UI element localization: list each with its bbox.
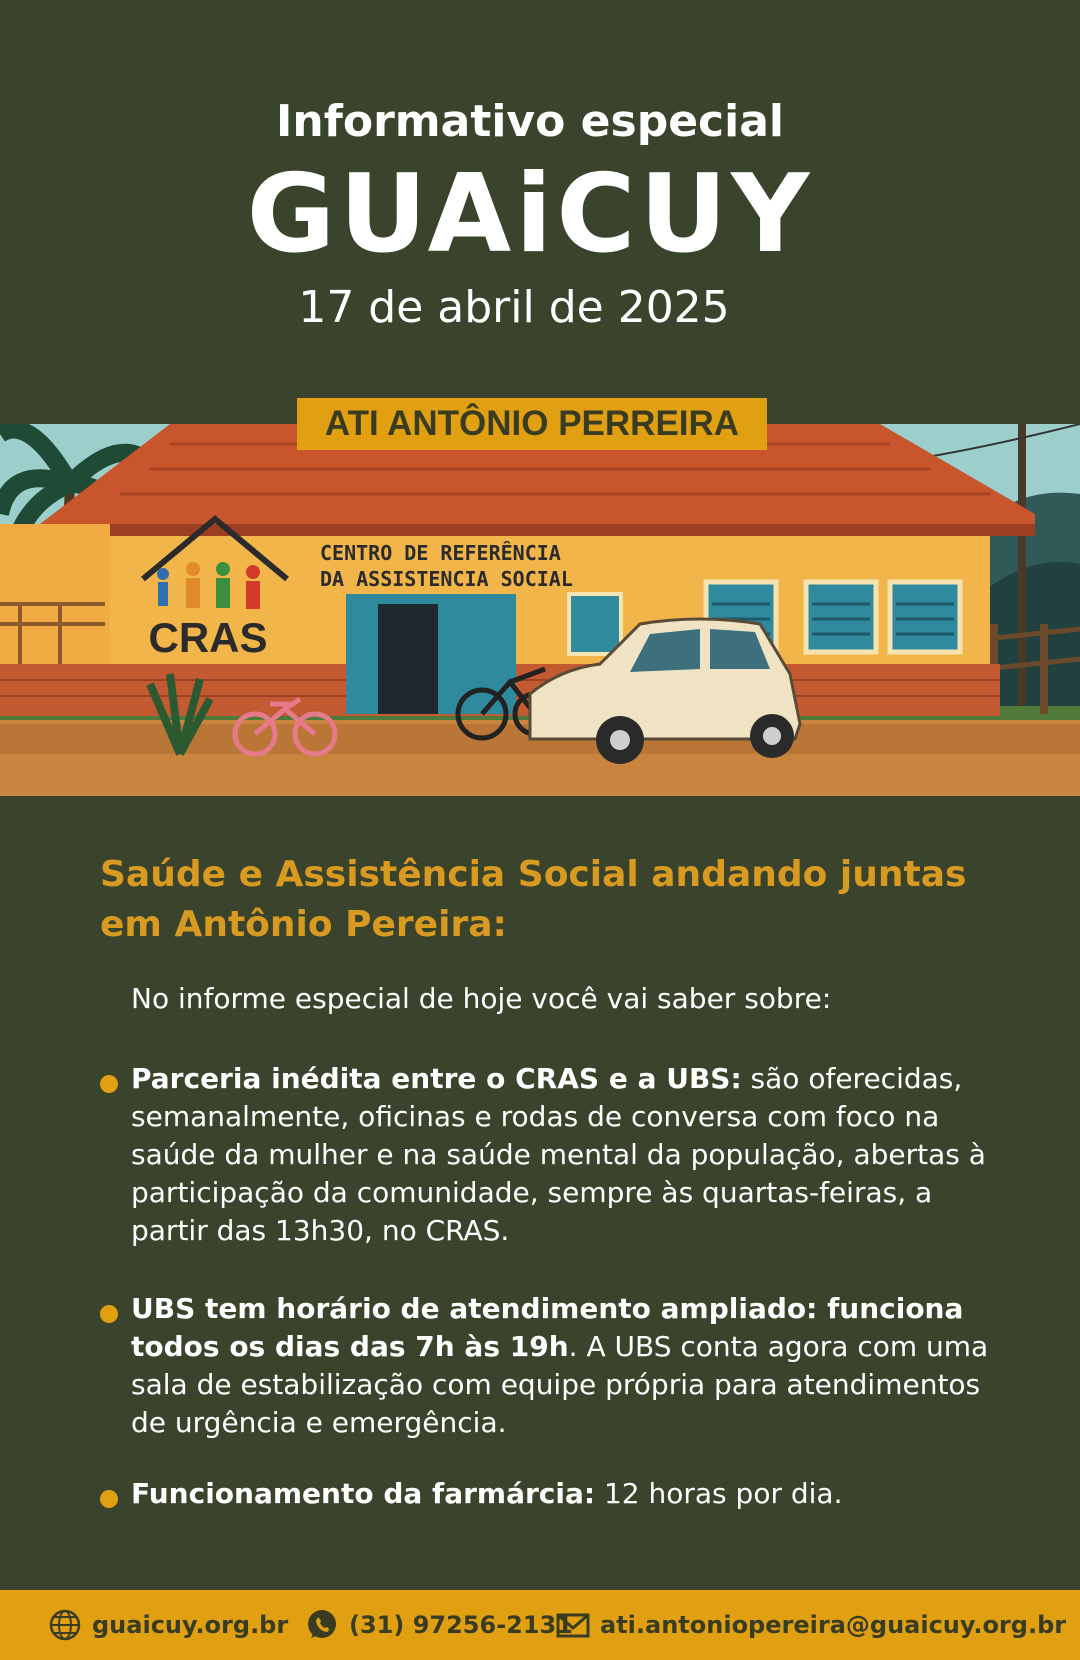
guaicuy-logo: GUAiCUY: [246, 152, 814, 277]
cras-building-illustration: [0, 424, 1080, 796]
issue-date: 17 de abril de 2025: [298, 282, 730, 333]
intro-text: No informe especial de hoje você vai saber sobre:: [131, 982, 832, 1015]
mail-icon: [556, 1608, 590, 1642]
bullet-dot: [100, 1305, 118, 1323]
bullet-text: UBS tem horário de atendimento ampliado: funciona todos os dias das 7h às 19h. A UBS conta agora com uma sala de estabilização com equipe própria para atendimentos de urgência e emergência.: [131, 1292, 989, 1439]
cras-label: CRAS: [148, 614, 268, 661]
bullet-text: Parceria inédita entre o CRAS e a UBS: são oferecidas, semanalmente, oficinas e rodas de conversa com foco na saúde da mulher e na saúde mental da população, abertas à participação da comunidade, sempre às quartas-feiras, a partir das 13h30, no CRAS.: [131, 1062, 986, 1247]
bullet-dot: [100, 1075, 118, 1093]
whatsapp-icon: [305, 1608, 339, 1642]
bullet-text: Funcionamento da farmárcia: 12 horas por dia.: [131, 1477, 843, 1510]
header-subtitle: Informativo especial: [276, 96, 784, 147]
globe-icon: [48, 1608, 82, 1642]
bullet-dot: [100, 1490, 118, 1508]
footer: guaicuy.org.br (31) 97256-2131 ati.antoniopereira@guaicuy.org.br: [0, 1590, 1080, 1660]
sign-line-2: DA ASSISTENCIA SOCIAL: [320, 567, 573, 591]
location-tag: ATI ANTÔNIO PERREIRA: [297, 398, 767, 450]
headline: Saúde e Assistência Social andando juntas em Antônio Pereira:: [100, 854, 967, 945]
sign-line-1: CENTRO DE REFERÊNCIA: [320, 541, 561, 565]
